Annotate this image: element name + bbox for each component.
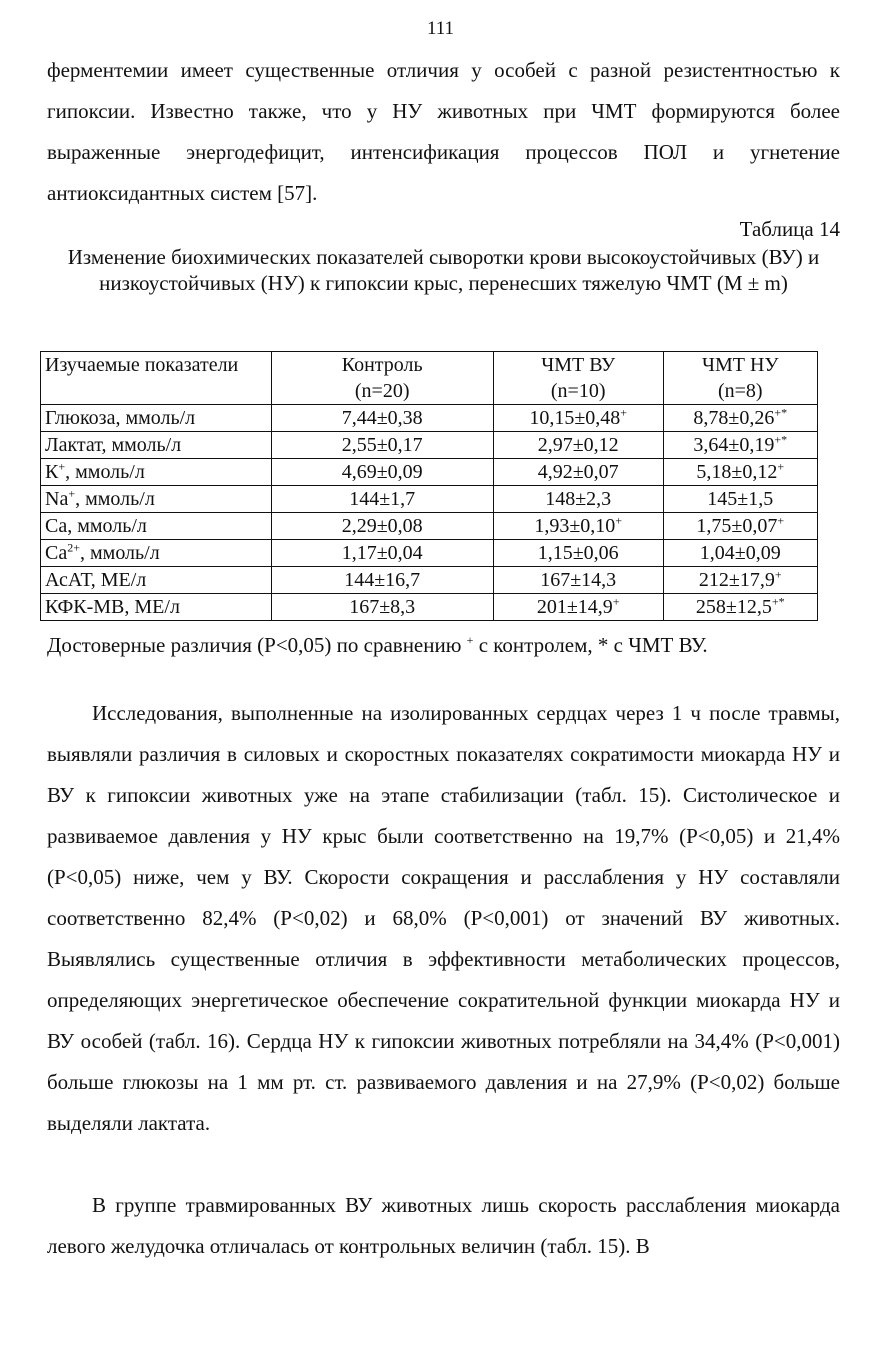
control-value: 4,69±0,09 xyxy=(271,459,493,486)
header-tbi-vu: ЧМТ ВУ (n=10) xyxy=(493,352,663,405)
control-value: 167±8,3 xyxy=(271,594,493,621)
table-row xyxy=(41,540,818,567)
header-tbi-nu: ЧМТ НУ (n=8) xyxy=(663,352,817,405)
table-row xyxy=(41,432,818,459)
table-row xyxy=(41,513,818,540)
table-header-row xyxy=(41,352,818,405)
header-control: Контроль (n=20) xyxy=(271,352,493,405)
table-row xyxy=(41,459,818,486)
tbi-vu-value: 2,97±0,12 xyxy=(493,432,663,459)
table-row xyxy=(41,405,818,432)
table-row xyxy=(41,486,818,513)
tbi-nu-value: 3,64±0,19+* xyxy=(663,432,817,459)
row-name: Лактат, ммоль/л xyxy=(41,432,272,459)
row-name: Са, ммоль/л xyxy=(41,513,272,540)
table-footnote: Достоверные различия (Р<0,05) по сравнению + с контролем, * с ЧМТ ВУ. xyxy=(47,633,708,657)
control-value: 144±16,7 xyxy=(271,567,493,594)
tbi-vu-value: 167±14,3 xyxy=(493,567,663,594)
row-name: КФК-МВ, МЕ/л xyxy=(41,594,272,621)
tbi-vu-value: 148±2,3 xyxy=(493,486,663,513)
tbi-nu-value: 145±1,5 xyxy=(663,486,817,513)
tbi-vu-value: 1,15±0,06 xyxy=(493,540,663,567)
control-value: 7,44±0,38 xyxy=(271,405,493,432)
tbi-nu-value: 5,18±0,12+ xyxy=(663,459,817,486)
row-name: АсАТ, МЕ/л xyxy=(41,567,272,594)
tbi-nu-value: 1,75±0,07+ xyxy=(663,513,817,540)
tbi-vu-value: 1,93±0,10+ xyxy=(493,513,663,540)
row-name: Na+, ммоль/л xyxy=(41,486,272,513)
tbi-nu-value: 1,04±0,09 xyxy=(663,540,817,567)
table-row xyxy=(41,594,818,621)
body-paragraph-2: Исследования, выполненные на изолированных сердцах через 1 ч после травмы, выявляли различия в силовых и скоростных показателях сократимости миокарда НУ и ВУ к гипоксии животных уже на этапе стабилизации (табл. 15). Систолическое и развиваемое давления у НУ крыс были соответственно на 19,7% (Р<0,05) и 21,4% (Р<0,05) ниже, чем у ВУ. Скорости сокращения и расслабления у НУ составляли соответственно 82,4% (Р<0,02) и 68,0% (Р<0,001) от значений ВУ животных. Выявлялись существенные отличия в эффективности метаболических процессов, определяющих энергетическое обеспечение сократительной функции миокарда НУ и ВУ особей (табл. 16). Сердца НУ к гипоксии животных потребляли на 34,4% (Р<0,001) больше глюкозы на 1 мм рт. ст. развиваемого давления и на 27,9% (Р<0,02) больше выделяли лактата. xyxy=(47,701,840,1135)
header-indicators: Изучаемые показатели xyxy=(41,352,272,405)
biochemistry-table xyxy=(40,351,818,621)
table-label: Таблица 14 xyxy=(739,217,840,241)
page-number: 111 xyxy=(426,18,455,39)
row-name: К+, ммоль/л xyxy=(41,459,272,486)
tbi-nu-value: 258±12,5+* xyxy=(663,594,817,621)
table-title: Изменение биохимических показателей сыворотки крови высокоустойчивых (ВУ) и низкоустойчивых (НУ) к гипоксии крыс, перенесших тяжелую ЧМТ (М ± m) xyxy=(67,245,820,295)
intro-paragraph: ферментемии имеет существенные отличия у особей с разной резистентностью к гипоксии. Известно также, что у НУ животных при ЧМТ формируются более выраженные энергодефицит, интенсификация процессов ПОЛ и угнетение антиоксидантных систем [57]. xyxy=(47,58,840,205)
tbi-vu-value: 10,15±0,48+ xyxy=(493,405,663,432)
tbi-nu-value: 212±17,9+ xyxy=(663,567,817,594)
table-row xyxy=(41,567,818,594)
control-value: 144±1,7 xyxy=(271,486,493,513)
body-paragraph-3: В группе травмированных ВУ животных лишь скорость расслабления миокарда левого желудочка отличалась от контрольных величин (табл. 15). В xyxy=(47,1193,840,1258)
footnote-mark: + xyxy=(466,633,474,647)
control-value: 2,55±0,17 xyxy=(271,432,493,459)
tbi-vu-value: 201±14,9+ xyxy=(493,594,663,621)
row-name: Глюкоза, ммоль/л xyxy=(41,405,272,432)
control-value: 2,29±0,08 xyxy=(271,513,493,540)
tbi-vu-value: 4,92±0,07 xyxy=(493,459,663,486)
control-value: 1,17±0,04 xyxy=(271,540,493,567)
tbi-nu-value: 8,78±0,26+* xyxy=(663,405,817,432)
row-name: $Са^{2+}$, ммоль/л xyxy=(41,540,272,567)
